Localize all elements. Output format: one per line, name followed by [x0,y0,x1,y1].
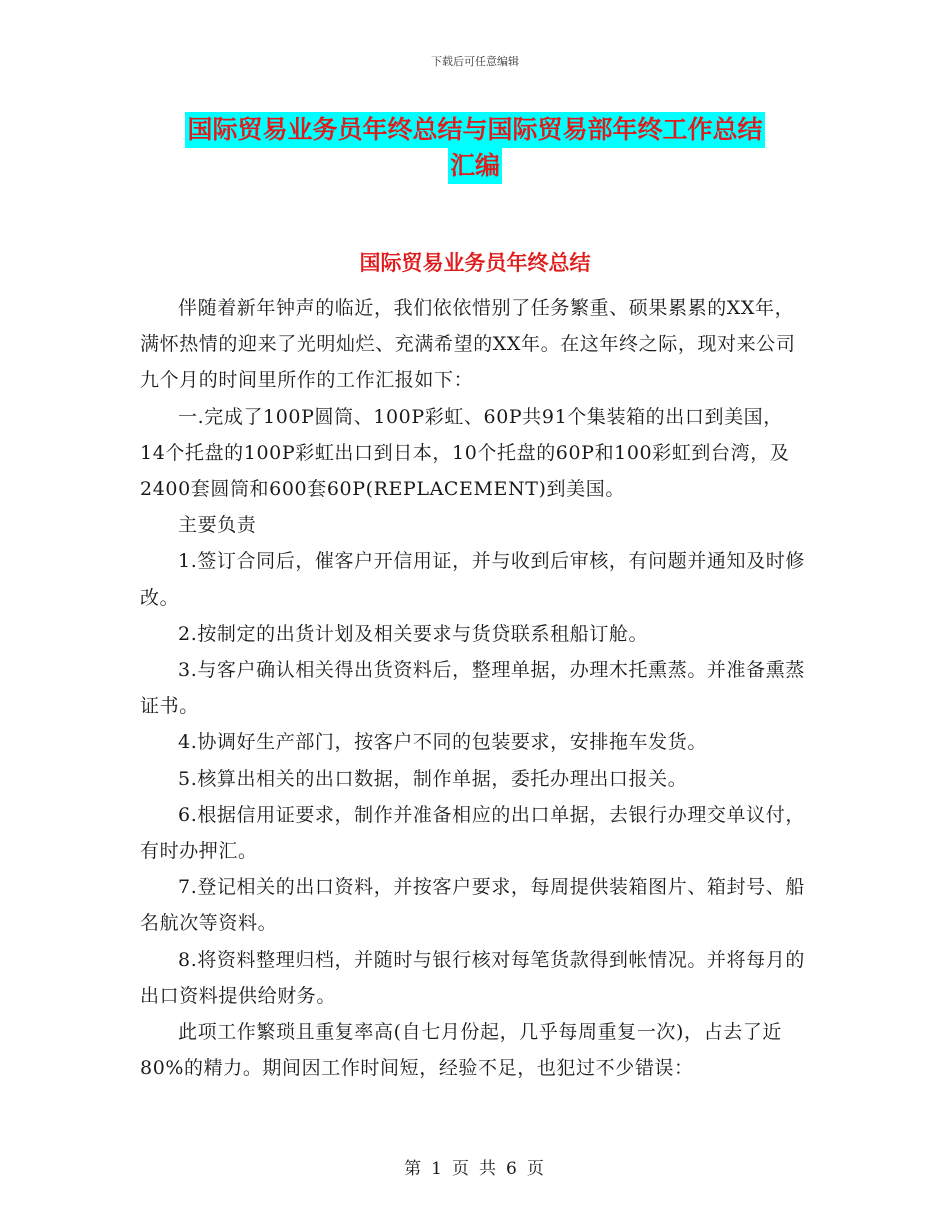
paragraph-duty-4: 4.协调好生产部门，按客户不同的包装要求，安排拖车发货。 [178,731,707,754]
footer-total-pages: 6 [506,1159,519,1179]
paragraph-duty-5: 5.核算出相关的出口数据，制作单据，委托办理出口报关。 [178,767,688,790]
paragraph-item-1: 一.完成了100P圆筒、100P彩虹、60P共91个集装箱的出口到美国，14个托盘的100P彩虹出口到日本，10个托盘的60P和100彩虹到台湾，及2400套圆筒和600套60P(REPLACEMENT)到美国。 [140,405,790,501]
page-header: 下载后可任意编辑 [431,55,519,68]
title-line-2: 汇编 [448,148,502,184]
paragraph-intro: 伴随着新年钟声的临近，我们依依惜别了任务繁重、硕果累累的XX年，满怀热情的迎来了光明灿烂、充满希望的XX年。在这年终之际，现对来公司九个月的时间里所作的工作汇报如下： [140,297,796,392]
footer-ye: 页 [452,1159,471,1179]
paragraph-summary: 此项工作繁琐且重复率高(自七月份起，几乎每周重复一次)，占去了近80%的精力。期间因工作时间短，经验不足，也犯过不少错误： [140,1021,783,1080]
paragraph-duty-7: 7.登记相关的出口资料，并按客户要求，每周提供装箱图片、箱封号、船名航次等资料。 [140,876,805,935]
footer-page-number: 1 [431,1159,444,1179]
footer-gong: 共 [479,1159,498,1179]
paragraph-duty-8: 8.将资料整理归档，并随时与银行核对每笔货款得到帐情况。并将每月的出口资料提供给财务。 [140,948,805,1007]
section-title: 国际贸易业务员年终总结 [359,251,591,275]
paragraph-duty-1: 1.签订合同后，催客户开信用证，并与收到后审核，有问题并通知及时修改。 [140,550,805,609]
page-footer [0,1154,950,1179]
document-title [140,112,810,184]
title-line-1: 国际贸易业务员年终总结与国际贸易部年终工作总结 [185,112,764,148]
body-text [140,290,805,1086]
paragraph-duty-3: 3.与客户确认相关得出货资料后，整理单据，办理木托熏蒸。并准备熏蒸证书。 [140,659,805,718]
paragraph-main-duty: 主要负责 [178,514,257,537]
footer-ye-2: 页 [526,1159,546,1179]
paragraph-duty-2: 2.按制定的出货计划及相关要求与货贷联系租船订舱。 [178,622,649,645]
footer-di: 第 [404,1159,424,1179]
paragraph-duty-6: 6.根据信用证要求，制作并准备相应的出口单据，去银行办理交单议付，有时办押汇。 [140,803,805,863]
